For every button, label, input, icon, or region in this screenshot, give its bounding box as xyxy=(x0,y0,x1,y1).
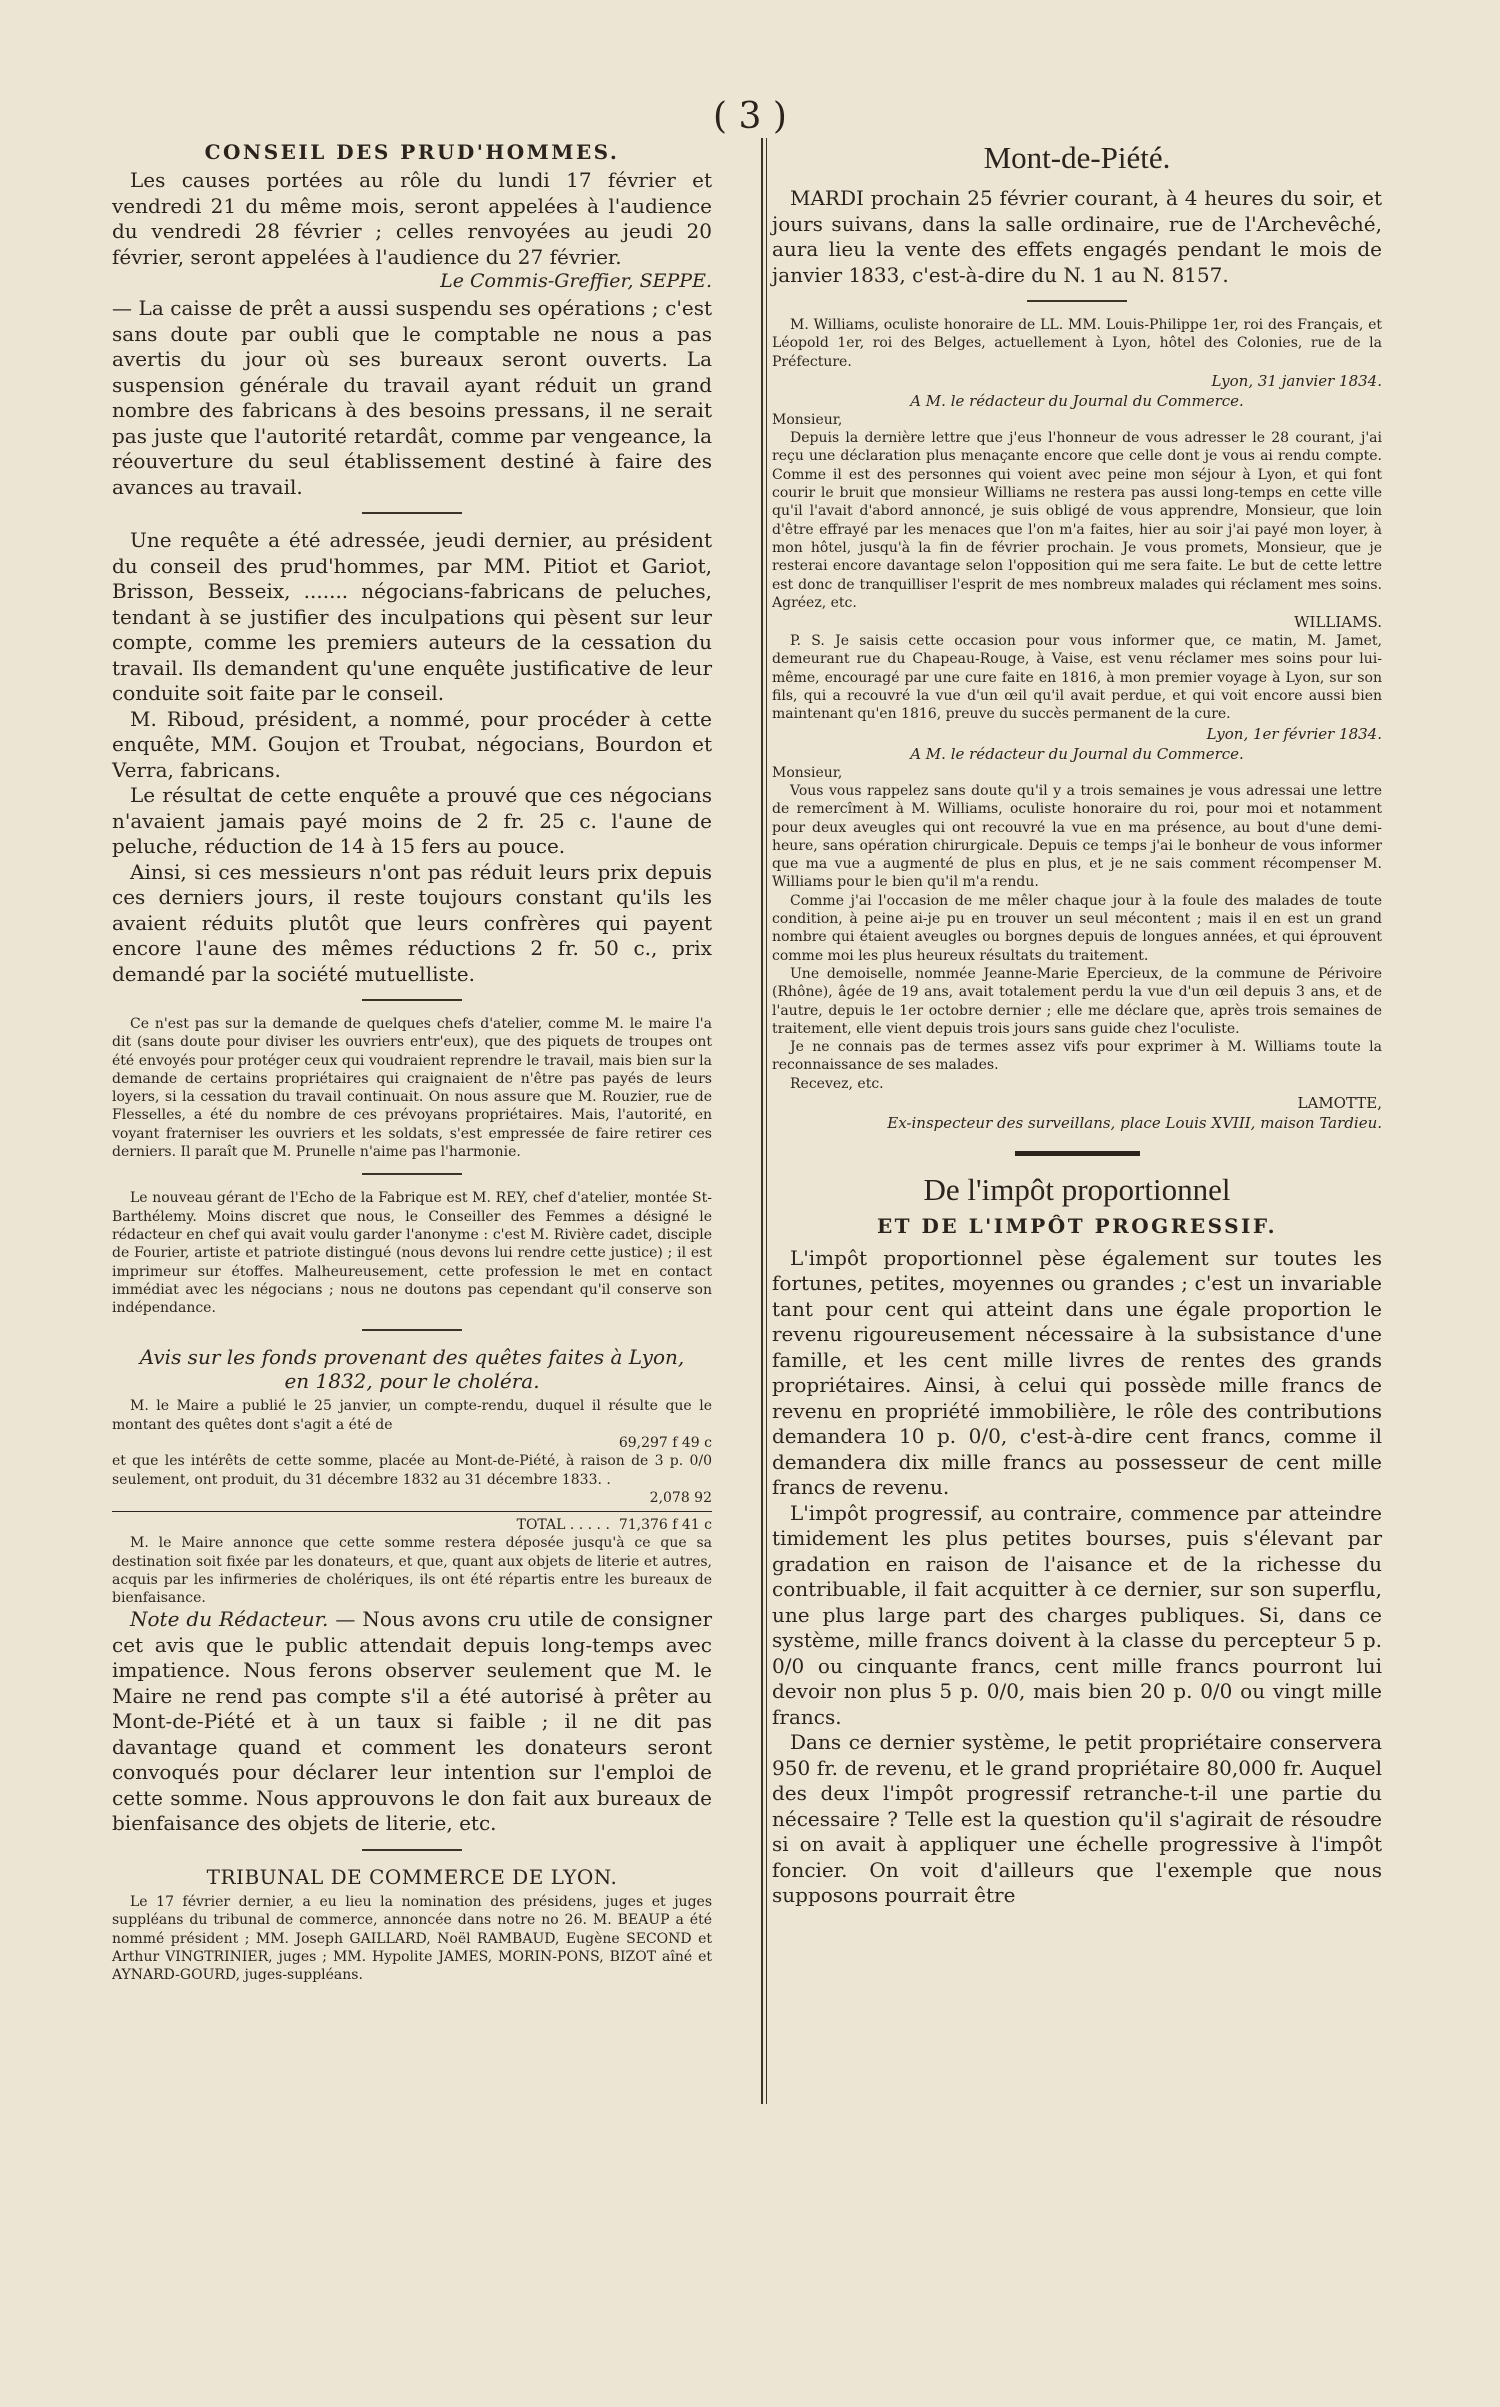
avis-amount-row xyxy=(112,1489,712,1507)
mont-title: Mont-de-Piété. xyxy=(983,140,1171,175)
letter-body: Depuis la dernière lettre que j'eus l'honneur de vous adresser le 28 courant, j'ai reçu une déclaration plus menaçante encore que celle dont je vous ai rendu compte. Comme il est des personnes qui voient avec peine mon séjour à Lyon, et qui font courir le bruit que monsieur Williams ne restera pas aussi long-temps en cette ville qu'il l'avait d'abord annoncé, je suis obligé de vous apprendre, Monsieur, que loin d'être effrayé par les menaces que l'on m'a faites, hier au soir j'ai payé mon loyer, à mon hôtel, jusqu'à la fin de février prochain. Je vous promets, Monsieur, que je resterai encore davantage selon l'opposition qui me sera faite. Le but de cette lettre est donc de tranquilliser l'esprit de mes nombreux malades qui réclament mes soins. Agréez, etc. xyxy=(772,430,1382,611)
section-rule xyxy=(362,1173,462,1175)
impot-paragraph: L'impôt progressif, au contraire, commence par atteindre timidement les plus petites bourses, puis s'élevant par gradation en raison de l'aisance et de la richesse du contribuable, il fait acquitter à ce dernier, sur son superflu, une plus large part des charges publiques. Si, dans ce système, mille francs doivent à la classe du percepteur 5 p. 0/0 ou cinquante francs, cent mille francs pourront lui devoir non plus 5 p. 0/0, mais bien 20 p. 0/0 ou vingt mille francs. xyxy=(772,1500,1382,1729)
conseil-signature: Le Commis-Greffier, SEPPE. xyxy=(440,270,712,292)
letter-address: A M. le rédacteur du Journal du Commerce. xyxy=(910,744,1244,763)
tribunal-paragraph: Le 17 février dernier, a eu lieu la nomination des présidens, juges et juges suppléans du tribunal de commerce, annoncée dans notre no 26. M. BEAUP a été nommé président ; MM. Joseph GAILLARD, Noël RAMBAUD, Eugène SECOND et Arthur VINGTRINIER, juges ; MM. Hypolite JAMES, MORIN-PONS, BIZOT aîné et AYNARD-GOURD, juges-suppléans. xyxy=(112,1893,712,1984)
ainsi-paragraph: Ainsi, si ces messieurs n'ont pas réduit leurs prix depuis ces derniers jours, il reste toujours constant qu'ils les avaient réduits plutôt que leurs confrères qui payent encore l'aune des mêmes réductions 2 fr. 50 c., prix demandé par la société mutuelliste. xyxy=(112,859,712,986)
section-rule xyxy=(1027,300,1127,302)
tribunal-title: TRIBUNAL DE COMMERCE DE LYON. xyxy=(206,1864,618,1889)
section-rule xyxy=(362,1849,462,1851)
enquete-paragraph: Le résultat de cette enquête a prouvé que ces négocians n'avaient jamais payé moins de 2 fr. 25 c. l'aune de peluche, réduction de 14 à 15 fers au pouce. xyxy=(112,783,712,858)
letter-date: Lyon, 1er février 1834. xyxy=(1206,724,1382,743)
avis-title-line: Avis sur les fonds provenant des quêtes faites à Lyon, xyxy=(139,1345,685,1370)
letter-signature: LAMOTTE, xyxy=(1297,1093,1382,1112)
avis-paragraph: M. le Maire annonce que cette somme restera déposée jusqu'à ce que sa destination soit fixée par les donateurs, et que, quant aux objets de literie et autres, acquis par les infirmeries de cholériques, ils ont été répartis entre les bureaux de bienfaisance. xyxy=(112,1535,712,1607)
avis-amount: 69,297 f 49 c xyxy=(618,1435,712,1452)
avis-total-label: TOTAL . . . . . xyxy=(516,1517,610,1534)
section-rule xyxy=(362,512,462,514)
letter-body: Une demoiselle, nommée Jeanne-Marie Epercieux, de la commune de Périvoire (Rhône), âgée de 19 ans, avait totalement perdu la vue d'un œil depuis 3 ans, et de l'autre, depuis le 1er octobre dernier ; elle me déclare que, après trois semaines de traitement, elle vient depuis trois jours sans guide chez l'oculiste. xyxy=(772,965,1382,1037)
letter-address: A M. le rédacteur du Journal du Commerce. xyxy=(910,391,1244,410)
riboud-paragraph: M. Riboud, président, a nommé, pour procéder à cette enquête, MM. Goujon et Troubat, négocians, Bourdon et Verra, fabricans. xyxy=(112,706,712,782)
avis-title-line: en 1832, pour le choléra. xyxy=(284,1369,540,1394)
letter-body: Je ne connais pas de termes assez vifs pour exprimer à M. Williams toute la reconnaissance de ses malades. xyxy=(772,1039,1382,1074)
column-divider xyxy=(761,138,763,2104)
page-number: ( 3 ) xyxy=(713,96,787,137)
avis-total xyxy=(112,1511,712,1534)
avis-amount-row xyxy=(112,1434,712,1452)
letter-signature-title: Ex-inspecteur des surveillans, place Louis XVIII, maison Tardieu. xyxy=(887,1113,1382,1132)
avis-title xyxy=(112,1345,712,1393)
impot-paragraph: Dans ce dernier système, le petit propriétaire conservera 950 fr. de revenu, et le grand propriétaire 80,000 fr. Auquel des deux l'impôt progressif retranche-t-il une partie du nécessaire ? Telle est la question qu'il s'agirait de résoudre si on avait à appliquer une échelle progressive à l'impôt foncier. On voit d'ailleurs que l'exemple que nous supposons pourrait être xyxy=(772,1730,1382,1908)
letter-closing: Recevez, etc. xyxy=(790,1075,884,1092)
letter-postscript: P. S. Je saisis cette occasion pour vous informer que, ce matin, M. Jamet, demeurant rue du Chapeau-Rouge, à Vaise, est venu réclamer mes soins pour lui-même, encouragé par une cure faite en 1816, à mon premier voyage à Lyon, sur son fils, qui a recouvré la vue d'un œil qu'il avait perdue, et qui voit encore aussi bien maintenant qu'en 1816, preuve du succès permanent de la cure. xyxy=(772,633,1382,723)
avis-paragraph: M. le Maire a publié le 25 janvier, un compte-rendu, duquel il résulte que le montant des quêtes dont s'agit a été de xyxy=(112,1398,712,1433)
section-rule xyxy=(362,999,462,1001)
avis-interest: et que les intérêts de cette somme, placée au Mont-de-Piété, à raison de 3 p. 0/0 seulement, ont produit, du 31 décembre 1832 au 31 décembre 1833. . xyxy=(112,1453,712,1488)
section-thick-rule xyxy=(1015,1151,1140,1156)
conseil-title: CONSEIL DES PRUD'HOMMES. xyxy=(204,140,620,164)
avis-total-amount: 71,376 f 41 c xyxy=(618,1517,712,1534)
letter-date: Lyon, 31 janvier 1834. xyxy=(1211,371,1382,390)
note-redacteur xyxy=(112,1607,712,1837)
right-column xyxy=(772,140,1382,1909)
letter-body: Comme j'ai l'occasion de me mêler chaque jour à la foule des malades de toute condition, à peine ai-je pu en trouver un seul mécontent ; mais il en est un grand nombre qui étaient aveugles ou borgnes depuis de longues années, et qui éprouvent comme moi les plus heureux résultats du traitement. xyxy=(772,892,1382,964)
note-label: Note du Rédacteur. xyxy=(130,1607,329,1632)
letter-salutation: Monsieur, xyxy=(772,764,843,781)
letter-signature: WILLIAMS. xyxy=(1294,613,1382,632)
impot-paragraph: L'impôt proportionnel pèse également sur toutes les fortunes, petites, moyennes ou grandes ; c'est un invariable tant pour cent qui atteint dans une égale proportion le revenu rigoureusement nécessaire à la subsistance d'une famille, et les cent mille livres de rentes des grands propriétaires. Ainsi, à celui qui possède mille francs de revenu en propriété immobilière, le rôle des contributions demandera 10 p. 0/0, c'est-à-dire cent francs, comme il demandera dix mille francs au possesseur de cent mille francs de revenu. xyxy=(772,1245,1382,1500)
piquets-paragraph: Ce n'est pas sur la demande de quelques chefs d'atelier, comme M. le maire l'a dit (sans doute pour diviser les ouvriers entr'eux), que des piquets de troupes ont été envoyés pour protéger ceux qui voudraient reprendre le travail, mais bien sur la demande de certains propriétaires qui craignaient de n'être pas payés de leurs loyers, si la cessation du travail continuait. On nous assure que M. Rouzier, rue de Flesselles, a été du nombre de ces prévoyans propriétaires. Mais, l'autorité, en voyant fraterniser les ouvriers et les soldats, s'est empressée de faire retirer ces derniers. Il paraît que M. Prunelle n'aime pas l'harmonie. xyxy=(112,1016,712,1161)
letter-salutation: Monsieur, xyxy=(772,411,843,428)
requete-paragraph: Une requête a été adressée, jeudi dernier, au président du conseil des prud'hommes, par MM. Pitiot et Gariot, Brisson, Besseix, ....... négocians-fabricans de peluches, tendant à se justifier des inculpations qui pèsent sur leur compte, comme les premiers auteurs de la cessation du travail. Ils demandent qu'une enquête justificative de leur conduite soit faite par le conseil. xyxy=(112,528,712,705)
section-rule xyxy=(362,1329,462,1331)
left-column xyxy=(112,140,712,1984)
letter-body: Vous vous rappelez sans doute qu'il y a trois semaines je vous adressai une lettre de remercîment à M. Williams, oculiste honoraire du roi, pour moi et notamment pour deux aveugles qui ont recouvré la vue en ma présence, au bout d'une demi-heure, sans opération chirurgicale. Depuis ce temps j'ai le bonheur de vous informer que ma vue a augmenté de plus en plus, et je ne sais comment récompenser M. Williams pour le bien qu'il m'a rendu. xyxy=(772,782,1382,891)
mont-paragraph: MARDI prochain 25 février courant, à 4 heures du soir, et jours suivans, dans la salle ordinaire, rue de l'Archevêché, aura lieu la vente des effets engagés pendant le mois de janvier 1833, c'est-à-dire du N. 1 au N. 8157. xyxy=(772,186,1382,287)
avis-amount: 2,078 92 xyxy=(649,1489,712,1506)
williams-intro: M. Williams, oculiste honoraire de LL. MM. Louis-Philippe 1er, roi des Français, et Léopold 1er, roi des Belges, actuellement à Lyon, hôtel des Colonies, rue de la Préfecture. xyxy=(772,317,1382,370)
caisse-paragraph: — La caisse de prêt a aussi suspendu ses opérations ; c'est sans doute par oubli que le comptable ne nous a pas avertis du jour où ses bureaux seront ouverts. La suspension générale du travail ayant réduit un grand nombre des fabricans à des besoins pressans, il ne serait pas juste que l'autorité retardât, comme par vengeance, la réouverture du seul établissement destiné à faire des avances au travail. xyxy=(112,296,712,499)
conseil-paragraph: Les causes portées au rôle du lundi 17 février et vendredi 21 du même mois, seront appelées à l'audience du vendredi 28 février ; celles renvoyées au jeudi 20 février, seront appelées à l'audience du 27 février. xyxy=(112,168,712,269)
gerant-paragraph: Le nouveau gérant de l'Echo de la Fabrique est M. REY, chef d'atelier, montée St-Barthélemy. Moins discret que nous, le Conseiller des Femmes a désigné le rédacteur en chef qui avait voulu garder l'anonyme : c'est M. Rivière cadet, disciple de Fourier, artiste et patriote distingué (nous devons lui rendre cette justice) ; il est imprimeur sur étoffes. Malheureusement, cette profession le met en contact immédiat avec les négocians ; nous ne doutons pas cependant qu'il conserve son indépendance. xyxy=(112,1190,712,1317)
column-divider-inner xyxy=(766,138,767,2104)
impot-title: De l'impôt proportionnel xyxy=(923,1171,1231,1207)
impot-subtitle: ET DE L'IMPÔT PROGRESSIF. xyxy=(876,1213,1278,1238)
note-text: — Nous avons cru utile de consigner cet avis que le public attendait depuis long-temps avec impatience. Nous ferons observer seulement que M. le Maire ne rend pas compte s'il a été autorisé à prêter au Mont-de-Piété et à un taux si faible ; il ne dit pas davantage quand et comment les donateurs seront convoqués pour déclarer leur intention sur l'emploi de cette somme. Nous approuvons le don fait aux bureaux de bienfaisance des objets de literie, etc. xyxy=(112,1607,713,1836)
